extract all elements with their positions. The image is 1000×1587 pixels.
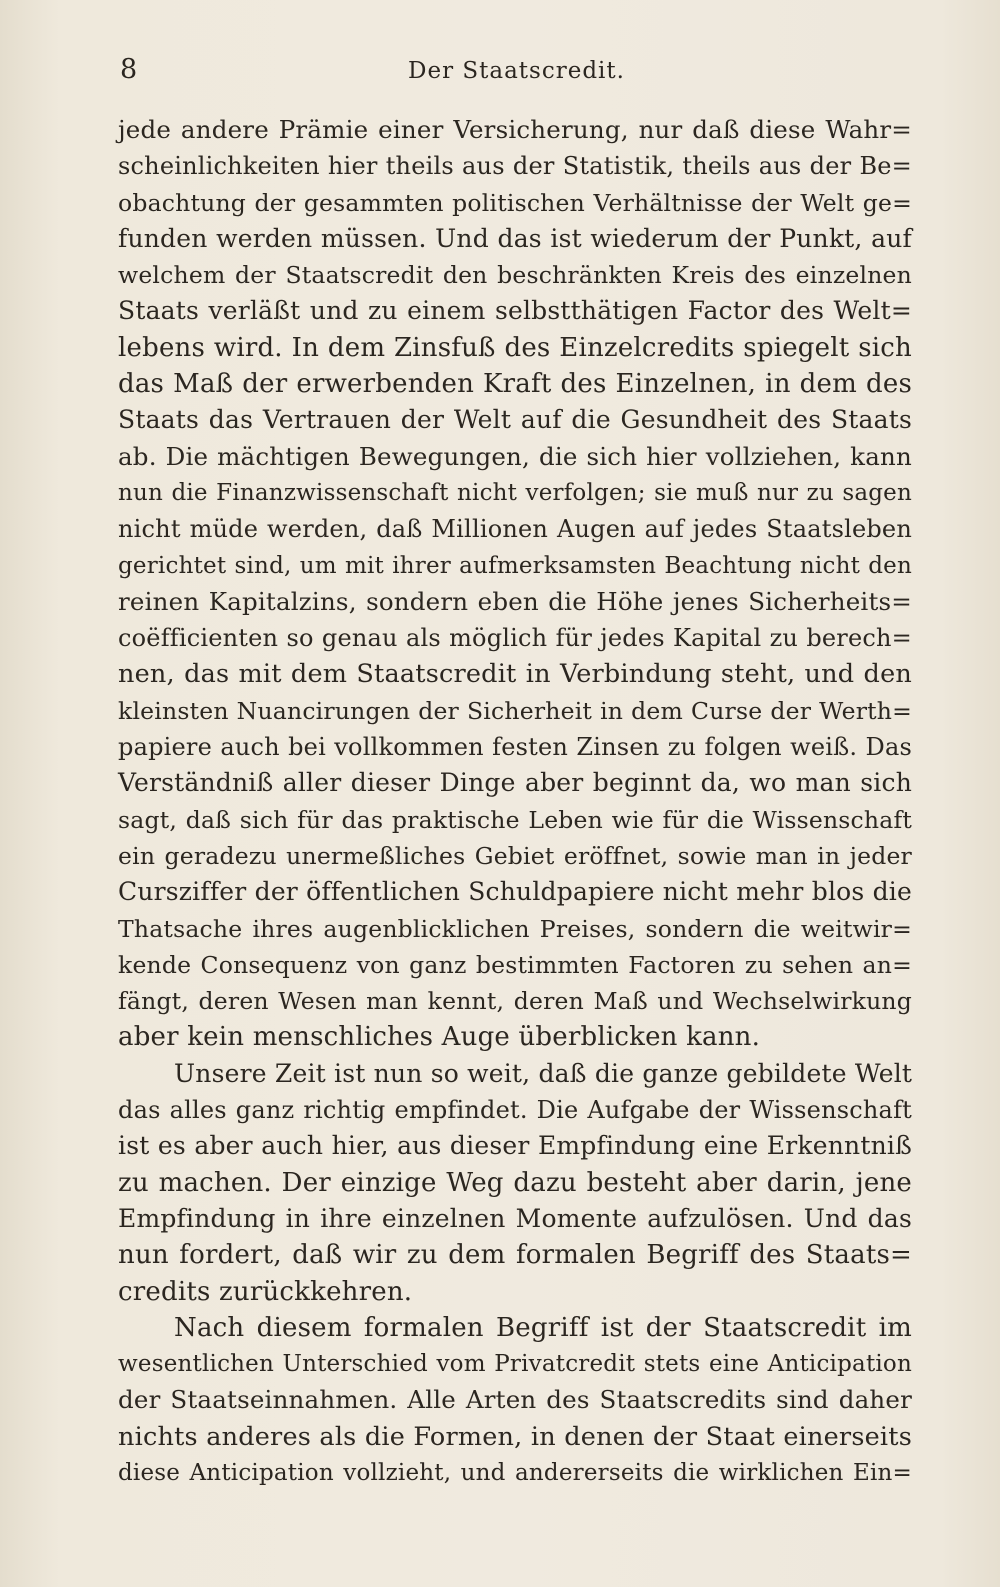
text-line: der Staatseinnahmen. Alle Arten des Staatscredits sind daher <box>118 1385 912 1415</box>
text-line: Staats das Vertrauen der Welt auf die Gesundheit des Staats <box>118 405 912 435</box>
paragraph-3 <box>118 1310 912 1491</box>
text-line: das alles ganz richtig empfindet. Die Aufgabe der Wissenschaft <box>118 1096 912 1125</box>
paragraph-2 <box>118 1056 912 1310</box>
text-line: Verständniß aller dieser Dinge aber beginnt da, wo man sich <box>118 768 912 798</box>
text-line: Empfindung in ihre einzelnen Momente aufzulösen. Und das <box>118 1203 912 1233</box>
text-line: ab. Die mächtigen Bewegungen, die sich hier vollziehen, kann <box>118 441 912 471</box>
paragraph-1 <box>118 112 912 1056</box>
text-line: obachtung der gesammten politischen Verhältnisse der Welt ge= <box>118 188 912 217</box>
text-line: Nach diesem formalen Begriff ist der Staatscredit im <box>174 1312 912 1343</box>
text-line: kende Consequenz von ganz bestimmten Factoren zu sehen an= <box>118 950 912 979</box>
text-line: funden werden müssen. Und das ist wiederum der Punkt, auf <box>118 223 912 253</box>
text-line: fängt, deren Wesen man kennt, deren Maß und Wechselwirkung <box>118 987 912 1016</box>
text-line: Thatsache ihres augenblicklichen Preises, sondern die weitwir= <box>118 914 912 943</box>
text-line: credits zurückkehren. <box>118 1276 413 1307</box>
page-header <box>120 54 913 94</box>
text-line: reinen Kapitalzins, sondern eben die Höhe jenes Sicherheits= <box>118 586 912 616</box>
text-line: Cursziffer der öffentlichen Schuldpapiere nicht mehr blos die <box>118 877 912 907</box>
text-line: scheinlichkeiten hier theils aus der Statistik, theils aus der Be= <box>118 152 912 181</box>
text-line: nun fordert, daß wir zu dem formalen Begriff des Staats= <box>118 1240 912 1271</box>
text-line: nun die Finanzwissenschaft nicht verfolgen; sie muß nur zu sagen <box>118 479 912 506</box>
text-line: aber kein menschliches Auge überblicken kann. <box>118 1022 761 1053</box>
text-line: coëfficienten so genau als möglich für jedes Kapital zu berech= <box>118 624 912 653</box>
text-line: Staats verläßt und zu einem selbstthätigen Factor des Welt= <box>118 296 912 326</box>
text-line: kleinsten Nuancirungen der Sicherheit in dem Curse der Werth= <box>118 696 912 725</box>
page-number: 8 <box>120 54 139 85</box>
text-line: ist es aber auch hier, aus dieser Empfindung eine Erkenntniß <box>118 1131 912 1161</box>
text-line: papiere auch bei vollkommen festen Zinsen zu folgen weiß. Das <box>118 733 912 762</box>
text-line: lebens wird. In dem Zinsfuß des Einzelcredits spiegelt sich <box>118 332 912 363</box>
text-line: nen, das mit dem Staatscredit in Verbindung steht, und den <box>118 659 912 690</box>
text-line: diese Anticipation vollzieht, und andererseits die wirklichen Ein= <box>118 1459 912 1486</box>
text-line: nichts anderes als die Formen, in denen der Staat einerseits <box>118 1421 912 1452</box>
text-line: welchem der Staatscredit den beschränkten Kreis des einzelnen <box>118 261 912 290</box>
text-line: ein geradezu unermeßliches Gebiet eröffnet, sowie man in jeder <box>118 841 912 870</box>
text-line: Unsere Zeit ist nun so weit, daß die ganze gebildete Welt <box>174 1058 913 1088</box>
text-line: wesentlichen Unterschied vom Privatcredit stets eine Anticipation <box>118 1351 912 1378</box>
body-text <box>118 112 912 1491</box>
running-head: Der Staatscredit. <box>408 58 625 84</box>
text-line: sagt, daß sich für das praktische Leben wie für die Wissenschaft <box>118 805 912 834</box>
text-line: gerichtet sind, um mit ihrer aufmerksamsten Beachtung nicht den <box>118 552 912 579</box>
text-line: zu machen. Der einzige Weg dazu besteht aber darin, jene <box>118 1167 912 1198</box>
text-line: das Maß der erwerbenden Kraft des Einzelnen, in dem des <box>118 369 912 400</box>
text-line: jede andere Prämie einer Versicherung, nur daß diese Wahr= <box>118 115 912 144</box>
text-line: nicht müde werden, daß Millionen Augen auf jedes Staatsleben <box>118 515 912 544</box>
